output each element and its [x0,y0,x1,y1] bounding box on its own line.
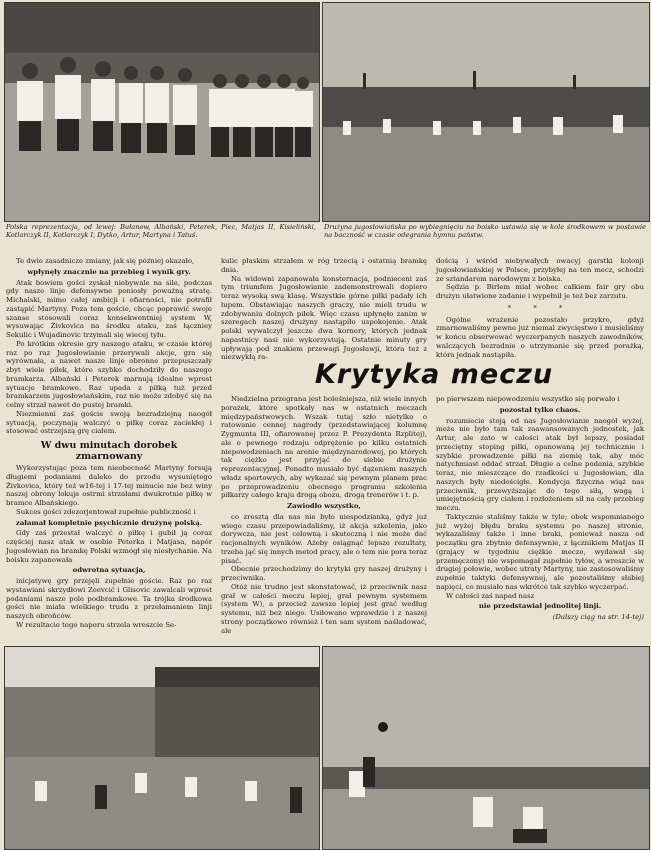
caption-polish-team: Polska reprezentacja, od lewej: Bułanow, Albański, Peterek, Piec, Matjas II, Kisieliński, Kotlarczyk II, Kotlarczyk I, Dytko, Artur, Martyna i Tatuś. [6,223,316,240]
subheading: Zawiodło wszystko, [287,502,361,510]
photo-match-action [322,646,650,850]
subheading: pozostał tylko chaos. [499,405,581,414]
paragraph: Sukces gości zdezorjentował zupełnie publiczność i [16,507,196,516]
headline: Krytyka meczu [314,359,554,390]
paragraph: Sędzia p. Birlem miał wobec całkiem fair gry obu drużyn ułatwione zadanie i wypełnił je też bez zarzutu. [436,283,644,300]
paragraph: inicjatywę gry przejęli zupełnie goście. Raz po raz wystawiani skrzydłowi Zeevcić i Glisovic zawalcali wprost podaniami nasze pole podbramkowe. Ta trójka środkowa gości nie miała wielkiego trudu z przełamaniem linji naszych obrońców. [6,577,212,620]
subheading: odwrotna sytuacja, [72,566,146,575]
article-column-2-bottom [221,395,427,635]
paragraph: Taktycznie staliśmy także w tyle; obok wspomnianego już wyżej błędu braku systemu po naszej stronie, wykazaliśmy także i inne braki, ponieważ nasza od początku gra zbytnio defensywnie, z łącznikiem Matjas II (grający w tygodniu ciężkie mecze, wydawał się przemęczony) nie wspomagał zupełnie tyłów, a wreszcie w drugiej połowie, wobec utraty Martyny, nie zastosowaliśmy zupełnie taktyki defensywnej, ale pozostaliśmy słabiej napięci, co musiało nas wkrótce tak szybko wyczerpać. [436,512,644,591]
paragraph: Gdy zaś przestał walczyć o piłkę i gubił ją coraz częściej nasz atak w osobie Peterka i Matjasa, napór Jugosłowian na bramkę Polski wzmógł się niesłychanie. Na boisku zapanowała [6,529,212,564]
photo-yugoslav-team [322,2,650,222]
paragraph: po pierwszem niepowodzeniu wszystko się porwało i [436,395,620,403]
paragraph: Otóż nie trudno jest skonstatować, iż przeciwnik nasz grał w całości meczu lepiej, grał pewnym systemem (system W), a przecież zawsze lepiej jest grać według systemu, niż bez niego. Usiłowano wprawdzie i z naszej strony początkowo również i ten sam system naśladować, ale [221,582,427,635]
article-column-3-bottom [436,395,644,622]
paragraph: Niedzielna przegrana jest boleśniejsza, niż wiele innych porażek, które spotkały nas w ostatnich meczach międzypaństwowych. Wszak tutaj szło nietylko o ratowanie cennej nagrody (przedstawiającej kolumnę Zygmunta III, ofiarowanej przez P. Prezydenta Rzplitej), ale o pewnego rodzaju odprężenie po kilku ostatnich niepowodzeniach na arenie międzynarodowej, po których tak ciężko jest przyjąć do siebie drużynie reprezentacyjnej. Ponadto musiało być dążeniem naszych władz sportowych, aby wykazać się pewnym planem prac po przeprowadzeniu obecnego programu szkolenia piłkarzy całego kraju drogą obozu, drogą trenerów i t. p. [221,395,427,500]
caption-yugoslav-team: Drużyna jugosłowiańska po wybiegnięciu na boisko ustawia się w kole środkowem w postawie na baczność w czasie odegrania hymnu państw. [324,223,646,240]
subheading: wpłynęły znacznie na przebieg i wynik gry. [27,267,191,276]
photo-match-stadium [4,646,320,850]
subheading: nie przedstawiał jednolitej linji. [478,602,602,611]
photo-polish-team [4,2,320,222]
article-column-2-top [221,257,427,362]
article-column-1 [6,257,212,630]
paragraph: Na widowni zapanowała konsternacja, podnieceni zaś tym triumfem Jugosłowianie zademonstrowali dopiero teraz wysoką swą klasę. Wszystkie górne piłki padały ich łupem. Obstawiając naszych graczy, nie mieli trudu w zdobywaniu dolnych piłek. Więc czasu upłynęło zanim w szeregach naszej drużyny nastąpiło uspokojenie. Atak polski wywalczył jeszcze dwa kornery, których jednak napastnicy nasi nie wykorzystują. Ostatnie minuty gry upływają pod znakiem przewagi Jugosławji, która też z niezwykłą ra- [221,274,427,362]
paragraph: kulic płaskim strzałem w róg trzecią i ostatnią bramkę dnia. [221,257,427,274]
paragraph: Ogólne wrażenie pozostało przykro, gdyż zmarnowaliśmy pewne już niemal zwycięstwo i musieliśmy w końcu obserwować wyczerpanych naszych zawodników, walczących bezradnie o utrzymanie się przed porażką, która jednak nastąpiła. [436,315,644,359]
paragraph: Wykorzystując poza tem nieobecność Martyny forsują długiemi podaniami daleko do przodu wysuniętego Živkovica, który też w16-tej i 17-tej minucie nie bez winy naszej obrony lokuje ostrmi strzałami dwukrotnie piłkę w bramce Albańskiego. [6,464,212,507]
paragraph: dością i wśród niebywałych owacyj garstki kolonji jugosłowiańskiej w Polsce, przybyłej na ten mecz, schodzi ze sztandarem narodowym z boiska. [436,257,644,283]
section-heading: W dwu minutach dorobek zmarnowany [40,440,178,462]
paragraph: Te dwie zasadnicze zmiany, jak się później okazało, [16,257,195,265]
paragraph: W całości zaś napad nasz [446,591,535,600]
paragraph: Niezmienni zaś goście swoją bezradziejną naogół sytuacją, poczynają walczyć o piłkę coraz zaciekłej i stosować ostrzejszą grę ciałem. [6,409,212,436]
article-column-3-top [436,257,644,359]
paragraph: Po krótkim okresie gry naszego ataku, w czasie której raz po raz Jugosłowianie przerywali akcje, gra się wyrównała, a nawet nasze linje obronne przepuszczały zbyt wiele piłek, które szybko dochodziły do naszego bramkarza. Albański i Peterek marnują idealne wprost sytuacje bramkowe. Raz upada z piłką tuż przed bramkarzem jugosłowiańskim, raz nie może zdobyć się na celny strzał nawet do pustej bramki. [6,339,212,409]
paragraph: co zresztą dla nas nie było niespodzianką, gdyż już wiego czasu przepowiadaliśmy, iż akcja szkolenia, jako dorywcza, nie jest celowną i skuteczną i nie może dać racjonalnych wyników. Ażeby osiągnąć lepsze rezultaty, trzeba jąć się innych metod pracy, ale o tem nie pora teraz pisać. [221,512,427,565]
subheading: załamał kompletnie psychicznie drużynę polską. [15,518,203,527]
paragraph: W rezultacie tego naporu strzela wreszcie Se- [16,620,177,629]
separator-stars: * * * [507,303,573,312]
paragraph: rozumiecie stoją od nas Jugosłowianie naogół wyżej, może nie było tam tak zaawansowanych jednostek, jak Artur, ale zato w całości atak był lepszy, posiadał przeciętny stoping piłki, opanowaną jej technicznie i szybkie prowadzenie piłki na ziemię tak, aby móc natychmiast oddać strzał. Długie a celne podania, szybkie teraz, nie mieszczące do rzadkości u Jugosłowian, dla naszych były niedościgłe. Kondycja fizyczna wiąż nas przeciwnik, przewyższając do tego siłą, wagą i umiejętnością gry ciałem i rozłożeniem sił na cały przebieg meczu. [436,416,644,512]
continued-note: (Dalszy ciąg na str. 14-tej) [552,613,644,621]
paragraph: Atak bowiem gości zyskał niebywale na sile, podczas gdy nasze linje defensywne poniosły poważną stratę. Michalski, mimo całej ambicji i ofiarności, nie potrafił zastąpić Martyny. Poza tem goście, chcąc poprawić swoje szanse stosowali coraz konsekwentniej system W, wysuwając Živkovica na środku ataku, zaś łączniey Sekulic i Wujadinovic trzymali się wiecej tyłu. [6,278,212,339]
paragraph: Obecnie przechodzimy do krytyki gry naszej drużyny i przeciwnika. [221,565,427,582]
